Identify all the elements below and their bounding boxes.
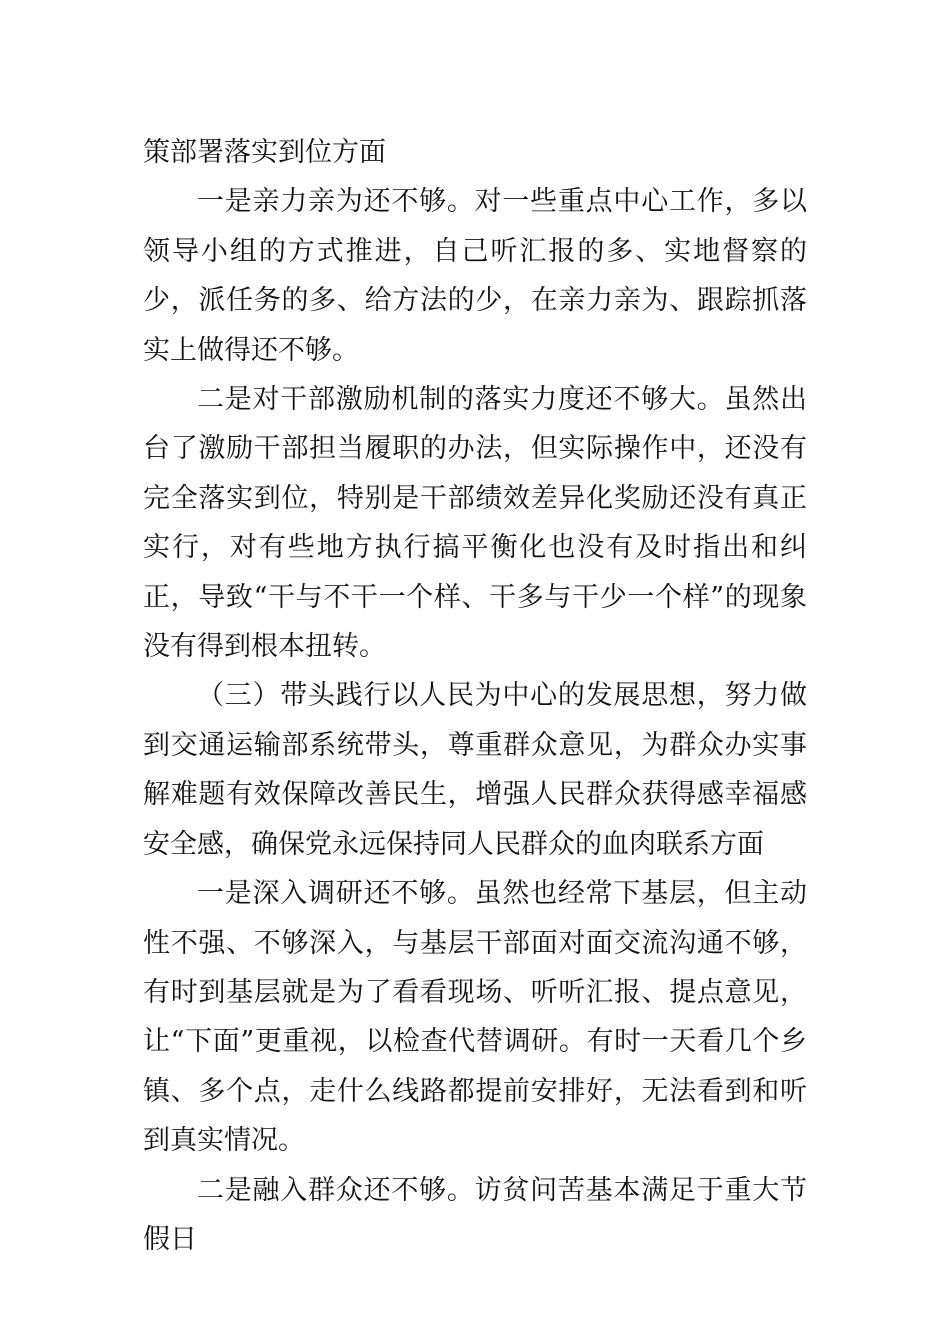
- paragraph-hands-on-insufficient: 一是亲力亲为还不够。对一些重点中心工作，多以领导小组的方式推进，自己听汇报的多、实地督察的少，派任务的多、给方法的少，在亲力亲为、跟踪抓落实上做得还不够。: [143, 186, 807, 366]
- document-body: [143, 128, 807, 1264]
- paragraph-section-heading-continued: 策部署落实到位方面: [143, 137, 386, 168]
- section-heading-three: （三）带头践行以人民为中心的发展思想，努力做到交通运输部系统带头，尊重群众意见，为群众办实事解难题有效保障改善民生，增强人民群众获得感幸福感安全感，确保党永远保持同人民群众的血肉联系方面: [143, 680, 807, 860]
- paragraph-engage-masses: 二是融入群众还不够。访贫问苦基本满足于重大节假日: [143, 1174, 807, 1255]
- paragraph-cadre-incentive: 二是对干部激励机制的落实力度还不够大。虽然出台了激励干部担当履职的办法，但实际操作中，还没有完全落实到位，特别是干部绩效差异化奖励还没有真正实行，对有些地方执行搞平衡化也没有及时指出和纠正，导致“干与不干一个样、干多与干少一个样”的现象没有得到根本扭转。: [143, 384, 807, 663]
- paragraph-field-research: 一是深入调研还不够。虽然也经常下基层，但主动性不强、不够深入，与基层干部面对面交流沟通不够，有时到基层就是为了看看现场、听听汇报、提点意见，让“下面”更重视，以检查代替调研。有时一天看几个乡镇、多个点，走什么线路都提前安排好，无法看到和听到真实情况。: [143, 878, 807, 1157]
